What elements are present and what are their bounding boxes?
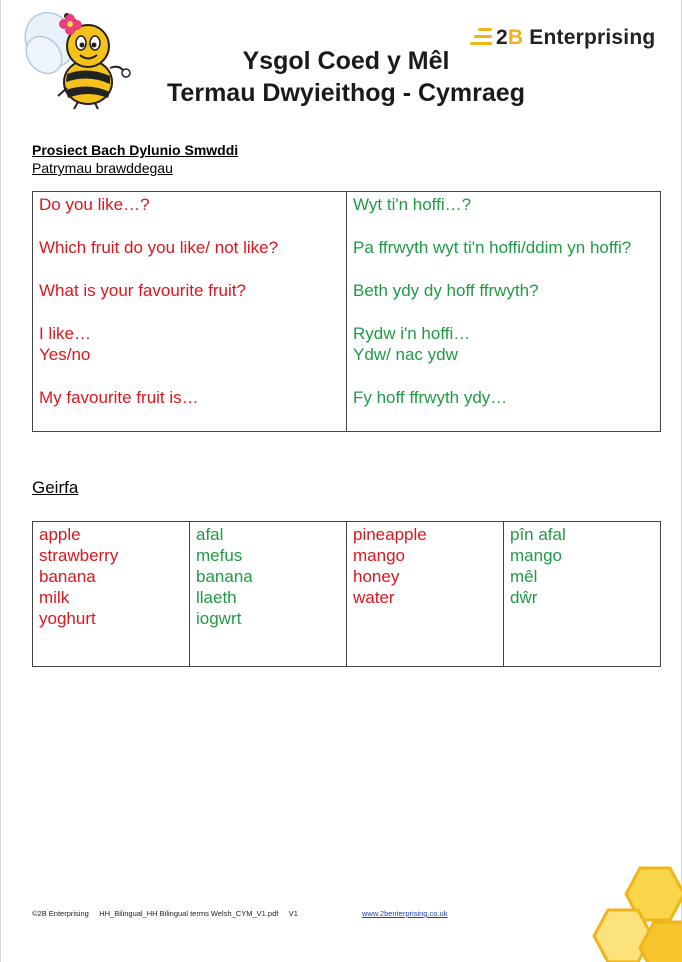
vocab-word: mêl [510,567,538,586]
brand-name: 2B Enterprising [496,26,656,49]
welsh-phrase: Fy hoff ffrwyth ydy… [353,388,508,407]
vocab-word: banana [196,567,253,586]
vocab-word: apple [39,525,81,544]
welsh-phrase: Ydw/ nac ydw [353,345,458,364]
welsh-phrase: Beth ydy dy hoff ffrwyth? [353,281,539,300]
english-column [33,192,347,432]
vocab-word: milk [39,588,70,607]
welsh-phrase: Pa ffrwyth wyt ti'n hoffi/ddim yn hoffi? [353,238,632,257]
vocab-english-column-1 [33,522,190,667]
english-phrase: What is your favourite fruit? [39,281,246,300]
vocab-word: iogwrt [196,609,242,628]
vocab-word: strawberry [39,546,119,565]
welsh-phrase: Wyt ti'n hoffi…? [353,195,472,214]
vocab-word: afal [196,525,224,544]
vocab-word: honey [353,567,400,586]
vocab-word: mefus [196,546,243,565]
vocabulary-heading: Geirfa [32,478,79,497]
vocab-word: llaeth [196,588,237,607]
english-phrase: Yes/no [39,345,91,364]
footer-text: ©2B Enterprising HH_Bilingual_HH Bilingual terms Welsh_CYM_V1.pdf V1 [32,909,298,918]
section-title: Prosiect Bach Dylunio Smwddi [32,142,239,158]
welsh-column [347,192,661,432]
footer-website-link[interactable]: www.2benterprising.co.uk [362,909,448,918]
vocab-word: yoghurt [39,609,96,628]
welsh-phrase: Rydw i'n hoffi… [353,324,471,343]
sentence-patterns-table [32,191,661,432]
document-title: Termau Dwyieithog - Cymraeg [167,79,525,107]
vocab-word: mango [353,546,405,565]
section-subtitle: Patrymau brawddegau [32,160,173,176]
vocab-word: pîn afal [510,525,566,544]
vocab-word: pineapple [353,525,427,544]
school-title: Ysgol Coed y Mêl [242,47,450,75]
honeycomb-decoration [580,860,682,962]
vocab-word: dŵr [510,588,538,607]
vocabulary-table [32,521,661,667]
vocab-english-column-2 [347,522,504,667]
english-phrase: Do you like…? [39,195,150,214]
english-phrase: Which fruit do you like/ not like? [39,238,279,257]
english-phrase: My favourite fruit is… [39,388,199,407]
vocab-welsh-column-1 [190,522,347,667]
vocab-welsh-column-2 [504,522,661,667]
vocab-word: mango [510,546,562,565]
vocab-word: banana [39,567,96,586]
vocab-word: water [353,588,395,607]
english-phrase: I like… [39,324,91,343]
